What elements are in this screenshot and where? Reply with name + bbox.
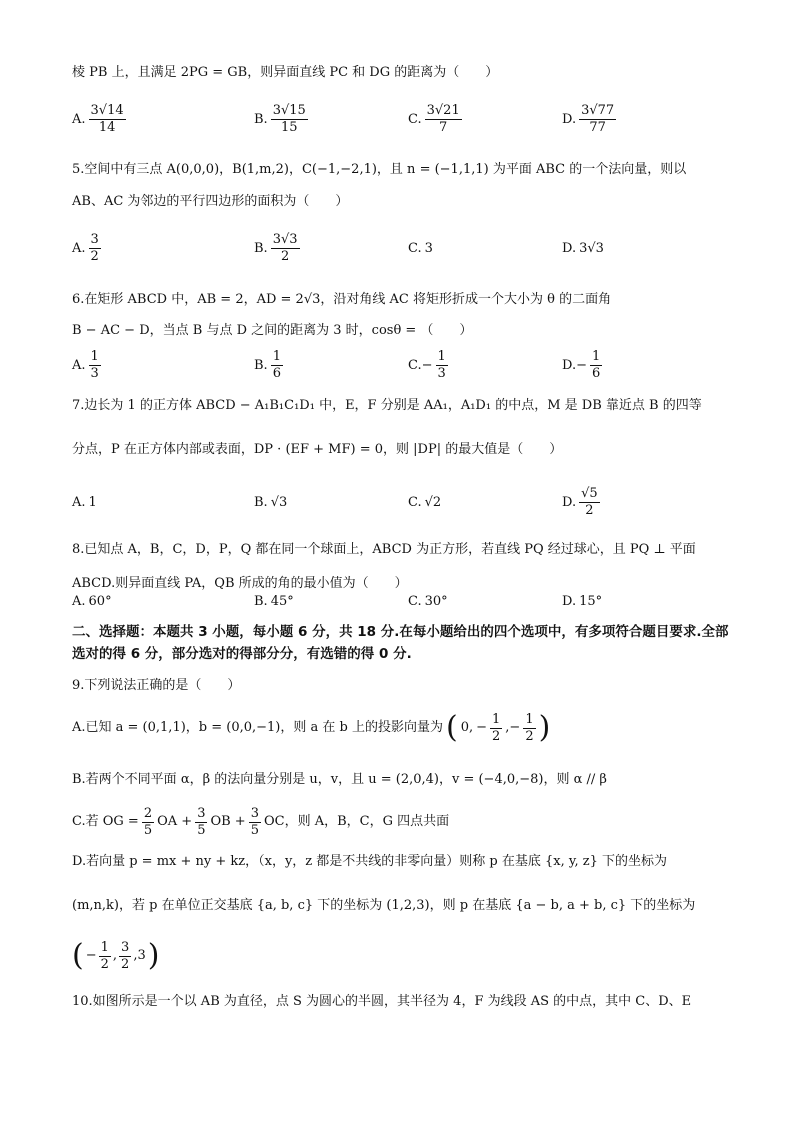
q9-option-d-line2: (m,n,k)，若 p 在单位正交基底 {a, b, c} 下的坐标为 (1,2,3)，则 p 在基底 {a − b, a + b, c} 下的坐标为 [72, 898, 696, 913]
q7-option-c[interactable]: C. √2 [408, 494, 442, 510]
q5-line2: AB、AC 为邻边的平行四边形的面积为（ ） [72, 194, 349, 209]
q7-option-b[interactable]: B. √3 [254, 494, 288, 510]
q5-line1: 5.空间中有三点 A(0,0,0)，B(1,m,2)，C(−1,−2,1)，且 n = (−1,1,1) 为平面 ABC 的一个法向量，则以 [72, 162, 687, 177]
q6-line1: 6.在矩形 ABCD 中，AB = 2，AD = 2√3，沿对角线 AC 将矩形折成一个大小为 θ 的二面角 [72, 292, 612, 307]
q9-option-c[interactable]: C.若 OG = $\frac{2}{5}$ OA + $\frac{3}{5}$ OB + $\frac{3}{5}$ OC，则 A，B，C，G 四点共面 [72, 805, 450, 838]
q4-option-d[interactable]: D. $\frac{3√77}{77}$ [562, 102, 615, 135]
section-2-header: 二、选择题：本题共 3 小题，每小题 6 分，共 18 分.在每小题给出的四个选项中，有多项符合题目要求.全部选对的得 6 分，部分选对的得部分分，有选错的得 0 分. [72, 624, 729, 662]
q5-option-a[interactable]: A. $\frac{3}{2}$ [72, 231, 99, 264]
q5-options [72, 226, 732, 270]
q9-stem: 9.下列说法正确的是（ ） [72, 678, 241, 693]
q8-option-c[interactable]: C. 30° [408, 593, 448, 609]
q10-line1: 10.如图所示是一个以 AB 为直径，点 S 为圆心的半圆，其半径为 4，F 为线段 AS 的中点，其中 C、D、E [72, 994, 692, 1009]
q7-option-d[interactable]: D. $\frac{√5}{2}$ [562, 485, 598, 518]
q9-option-d-line3: ( − $\frac{1}{2}$ , $\frac{3}{2}$ ,3 ) [72, 938, 160, 973]
q7-option-a[interactable]: A. 1 [72, 494, 97, 510]
q4-option-b[interactable]: B. $\frac{3√15}{15}$ [254, 102, 306, 135]
q6-option-d[interactable]: D.− $\frac{1}{6}$ [562, 348, 601, 381]
q6-options [72, 343, 732, 387]
q7-line2: 分点，P 在正方体内部或表面，DP · (EF + MF) = 0，则 |DP| 的最大值是（ ） [72, 442, 563, 457]
q4-option-a[interactable]: A. $\frac{3√14}{14}$ [72, 102, 124, 135]
q5-option-d[interactable]: D. 3√3 [562, 240, 604, 256]
q8-options [72, 590, 732, 612]
q9-option-d-line1[interactable]: D.若向量 p = mx + ny + kz，（x，y，z 都是不共线的非零向量）则称 p 在基底 {x, y, z} 下的坐标为 [72, 854, 667, 869]
q6-option-b[interactable]: B. $\frac{1}{6}$ [254, 348, 281, 381]
q8-option-b[interactable]: B. 45° [254, 593, 294, 609]
q8-line1: 8.已知点 A，B，C，D，P，Q 都在同一个球面上，ABCD 为正方形，若直线 PQ 经过球心，且 PQ ⊥ 平面 [72, 542, 696, 557]
q7-options [72, 480, 732, 524]
q5-option-b[interactable]: B. $\frac{3√3}{2}$ [254, 231, 298, 264]
q4-stem: 棱 PB 上，且满足 2PG = GB，则异面直线 PC 和 DG 的距离为（ ） [72, 65, 499, 80]
q5-option-c[interactable]: C. 3 [408, 240, 433, 256]
q8-line2: ABCD.则异面直线 PA，QB 所成的角的最小值为（ ） [72, 576, 408, 591]
q9-option-a[interactable]: A.已知 a = (0,1,1)，b = (0,0,−1)，则 a 在 b 上的投影向量为 ( 0, − $\frac{1}{2}$ ,− $\frac{1}{2}$ ) [72, 710, 551, 745]
q4-option-c[interactable]: C. $\frac{3√21}{7}$ [408, 102, 460, 135]
q8-option-a[interactable]: A. 60° [72, 593, 112, 609]
q8-option-d[interactable]: D. 15° [562, 593, 603, 609]
q9-option-b[interactable]: B.若两个不同平面 α，β 的法向量分别是 u，v，且 u = (2,0,4)，v = (−4,0,−8)，则 α // β [72, 772, 607, 787]
q6-option-c[interactable]: C.− $\frac{1}{3}$ [408, 348, 446, 381]
q4-options [72, 97, 732, 141]
q6-line2: B − AC − D，当点 B 与点 D 之间的距离为 3 时，cosθ = （ ） [72, 323, 473, 338]
q7-line1: 7.边长为 1 的正方体 ABCD − A₁B₁C₁D₁ 中，E，F 分别是 AA₁，A₁D₁ 的中点，M 是 DB 靠近点 B 的四等 [72, 398, 702, 413]
q6-option-a[interactable]: A. $\frac{1}{3}$ [72, 348, 99, 381]
